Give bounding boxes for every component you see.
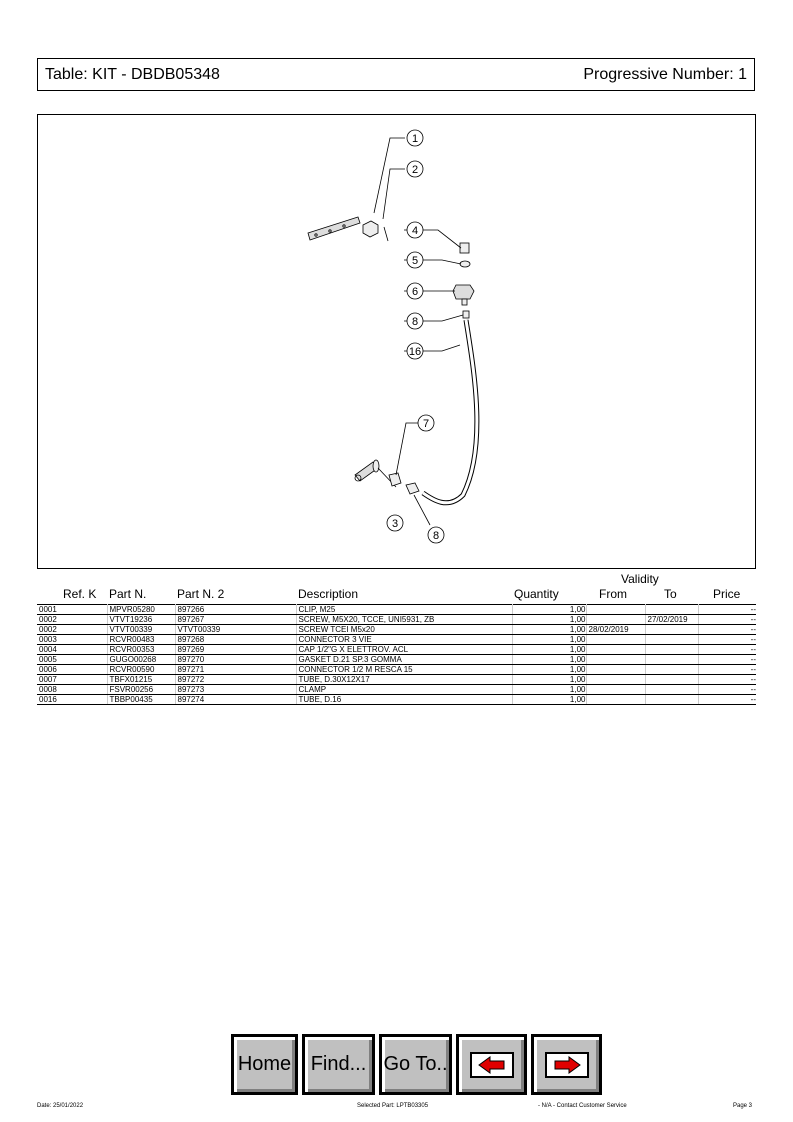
cell-ref: 0002 bbox=[37, 615, 107, 625]
cell-part2: 897272 bbox=[175, 675, 296, 685]
col-to: To bbox=[664, 587, 677, 601]
table-row bbox=[37, 635, 756, 645]
home-button[interactable]: Home bbox=[231, 1034, 298, 1095]
cell-desc: CONNECTOR 3 VIE bbox=[296, 635, 512, 645]
cell-from bbox=[586, 685, 645, 695]
cell-part: RCVR00353 bbox=[107, 645, 175, 655]
cell-price: -- bbox=[698, 635, 756, 645]
cell-from bbox=[586, 615, 645, 625]
cell-part2: VTVT00339 bbox=[175, 625, 296, 635]
cell-from bbox=[586, 655, 645, 665]
cell-desc: CLAMP bbox=[296, 685, 512, 695]
progressive-number: Progressive Number: 1 bbox=[583, 66, 747, 83]
cell-qty: 1,00 bbox=[512, 655, 586, 665]
callout-label: 4 bbox=[411, 225, 419, 237]
cell-part2: 897274 bbox=[175, 695, 296, 705]
cell-ref: 0003 bbox=[37, 635, 107, 645]
cell-desc: SCREW, M5X20, TCCE, UNI5931, ZB bbox=[296, 615, 512, 625]
callout-label: 6 bbox=[411, 286, 419, 298]
cell-ref: 0008 bbox=[37, 685, 107, 695]
callout-label: 8 bbox=[432, 530, 440, 542]
col-ref: Ref. K bbox=[63, 587, 97, 601]
callout-label: 8 bbox=[411, 316, 419, 328]
cell-part2: 897269 bbox=[175, 645, 296, 655]
cell-to bbox=[645, 695, 698, 705]
parts-table bbox=[37, 604, 756, 705]
cell-desc: TUBE, D.30X12X17 bbox=[296, 675, 512, 685]
cell-from bbox=[586, 665, 645, 675]
cell-qty: 1,00 bbox=[512, 635, 586, 645]
table-title: Table: KIT - DBDB05348 bbox=[45, 66, 220, 83]
navigation-bar bbox=[231, 1034, 602, 1095]
cell-to bbox=[645, 605, 698, 615]
table-row bbox=[37, 615, 756, 625]
col-part2: Part N. 2 bbox=[177, 587, 225, 601]
cell-qty: 1,00 bbox=[512, 615, 586, 625]
next-page-button[interactable] bbox=[531, 1034, 602, 1095]
footer-selected-part: Selected Part: LPTB03305 bbox=[357, 1103, 429, 1109]
col-desc: Description bbox=[298, 587, 359, 601]
cell-price: -- bbox=[698, 655, 756, 665]
cell-qty: 1,00 bbox=[512, 605, 586, 615]
cell-part2: 897270 bbox=[175, 655, 296, 665]
cell-part2: 897267 bbox=[175, 615, 296, 625]
cell-part: VTVT00339 bbox=[107, 625, 175, 635]
col-price: Price bbox=[713, 587, 741, 601]
cell-part2: 897266 bbox=[175, 605, 296, 615]
cell-price: -- bbox=[698, 665, 756, 675]
cell-to bbox=[645, 675, 698, 685]
cell-from bbox=[586, 645, 645, 655]
table-row bbox=[37, 675, 756, 685]
table-row bbox=[37, 695, 756, 705]
cell-desc: CONNECTOR 1/2 M RESCA 15 bbox=[296, 665, 512, 675]
table-row bbox=[37, 605, 756, 615]
cell-desc: CLIP, M25 bbox=[296, 605, 512, 615]
cell-qty: 1,00 bbox=[512, 665, 586, 675]
cell-part2: 897268 bbox=[175, 635, 296, 645]
callout-label: 3 bbox=[391, 518, 399, 530]
cell-to: 27/02/2019 bbox=[645, 615, 698, 625]
cell-desc: SCREW TCEI M5x20 bbox=[296, 625, 512, 635]
callout-label: 5 bbox=[411, 255, 419, 267]
cell-part: RCVR00483 bbox=[107, 635, 175, 645]
cell-to bbox=[645, 685, 698, 695]
right-arrow-icon bbox=[545, 1052, 589, 1078]
cell-part: TBFX01215 bbox=[107, 675, 175, 685]
col-qty: Quantity bbox=[514, 587, 559, 601]
callout-label: 2 bbox=[411, 164, 419, 176]
cell-qty: 1,00 bbox=[512, 675, 586, 685]
cell-to bbox=[645, 635, 698, 645]
cell-part2: 897273 bbox=[175, 685, 296, 695]
left-arrow-icon bbox=[470, 1052, 514, 1078]
table-row bbox=[37, 655, 756, 665]
col-from: From bbox=[599, 587, 627, 601]
cell-desc: CAP 1/2"G X ELETTROV. ACL bbox=[296, 645, 512, 655]
cell-qty: 1,00 bbox=[512, 695, 586, 705]
cell-price: -- bbox=[698, 685, 756, 695]
table-row bbox=[37, 645, 756, 655]
cell-price: -- bbox=[698, 675, 756, 685]
cell-qty: 1,00 bbox=[512, 625, 586, 635]
cell-part: RCVR00590 bbox=[107, 665, 175, 675]
callout-label: 1 bbox=[411, 133, 419, 145]
cell-from bbox=[586, 675, 645, 685]
table-header bbox=[37, 58, 755, 91]
footer-contact: - N/A - Contact Customer Service bbox=[538, 1103, 627, 1109]
col-part: Part N. bbox=[109, 587, 147, 601]
cell-from bbox=[586, 605, 645, 615]
cell-price: -- bbox=[698, 605, 756, 615]
cell-price: -- bbox=[698, 625, 756, 635]
exploded-drawing bbox=[37, 114, 756, 569]
cell-price: -- bbox=[698, 615, 756, 625]
goto-button[interactable]: Go To.. bbox=[379, 1034, 452, 1095]
cell-ref: 0005 bbox=[37, 655, 107, 665]
cell-part2: 897271 bbox=[175, 665, 296, 675]
cell-part: MPVR05280 bbox=[107, 605, 175, 615]
table-row bbox=[37, 625, 756, 635]
cell-from bbox=[586, 695, 645, 705]
footer-page: Page 3 bbox=[733, 1103, 753, 1109]
cell-ref: 0016 bbox=[37, 695, 107, 705]
table-row bbox=[37, 685, 756, 695]
cell-to bbox=[645, 625, 698, 635]
cell-from: 28/02/2019 bbox=[586, 625, 645, 635]
cell-price: -- bbox=[698, 695, 756, 705]
prev-page-button[interactable] bbox=[456, 1034, 527, 1095]
table-row bbox=[37, 665, 756, 675]
cell-price: -- bbox=[698, 645, 756, 655]
cell-part: VTVT19236 bbox=[107, 615, 175, 625]
cell-ref: 0004 bbox=[37, 645, 107, 655]
cell-part: GUGO00268 bbox=[107, 655, 175, 665]
cell-to bbox=[645, 665, 698, 675]
cell-qty: 1,00 bbox=[512, 685, 586, 695]
cell-ref: 0006 bbox=[37, 665, 107, 675]
cell-part: TBBP00435 bbox=[107, 695, 175, 705]
cell-ref: 0007 bbox=[37, 675, 107, 685]
cell-qty: 1,00 bbox=[512, 645, 586, 655]
cell-desc: GASKET D.21 SP.3 GOMMA bbox=[296, 655, 512, 665]
cell-from bbox=[586, 635, 645, 645]
callout-label: 16 bbox=[408, 346, 422, 358]
cell-ref: 0002 bbox=[37, 625, 107, 635]
callout-label: 7 bbox=[422, 418, 430, 430]
cell-ref: 0001 bbox=[37, 605, 107, 615]
cell-desc: TUBE, D.16 bbox=[296, 695, 512, 705]
validity-header: Validity bbox=[621, 572, 659, 586]
footer-date: Date: 25/01/2022 bbox=[37, 1103, 84, 1109]
cell-to bbox=[645, 645, 698, 655]
cell-part: FSVR00256 bbox=[107, 685, 175, 695]
find-button[interactable]: Find... bbox=[302, 1034, 375, 1095]
parts-diagram bbox=[38, 115, 755, 568]
cell-to bbox=[645, 655, 698, 665]
